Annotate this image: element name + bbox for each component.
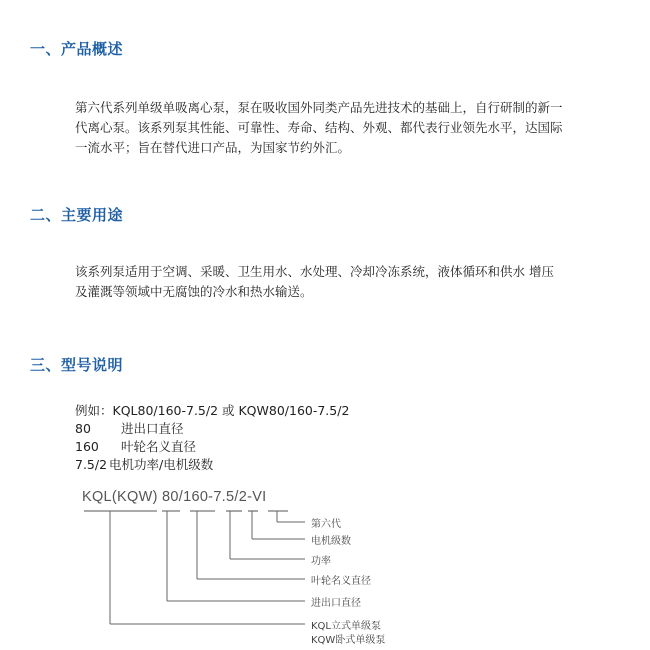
usage-line: 该系列泵适用于空调、采暖、卫生用水、水处理、冷却冷冻系统，液体循环和供水 增压 bbox=[75, 264, 554, 279]
label-kqw: KQW卧式单级泵 bbox=[311, 635, 386, 646]
label-gen: 第六代 bbox=[311, 519, 341, 530]
model-item-key: 160 bbox=[75, 439, 99, 454]
overview-line: 代离心泵。该系列泵其性能、可靠性、寿命、结构、外观、都代表行业领先水平，达国际 bbox=[75, 120, 563, 135]
model-item-key: 80 bbox=[75, 421, 91, 436]
label-poles: 电机级数 bbox=[311, 536, 351, 547]
label-inlet: 进出口直径 bbox=[311, 598, 361, 609]
label-impeller: 叶轮名义直径 bbox=[311, 576, 371, 587]
model-item-text: 叶轮名义直径 bbox=[121, 439, 197, 454]
overview-line: 第六代系列单级单吸离心泵，泵在吸收国外同类产品先进技术的基础上，自行研制的新一 bbox=[75, 100, 563, 115]
section-usage-title: 二、主要用途 bbox=[30, 206, 124, 224]
label-power: 功率 bbox=[311, 556, 331, 567]
section-overview-title: 一、产品概述 bbox=[30, 40, 124, 58]
label-kql: KQL立式单级泵 bbox=[311, 621, 381, 632]
overview-line: 一流水平；旨在替代进口产品，为国家节约外汇。 bbox=[75, 140, 351, 155]
model-item-text: 进出口直径 bbox=[121, 421, 184, 436]
usage-line: 及灌溉等领域中无腐蚀的冷水和热水输送。 bbox=[75, 284, 313, 299]
section-model-title: 三、型号说明 bbox=[30, 356, 124, 374]
model-example: 例如：KQL80/160-7.5/2 或 KQW80/160-7.5/2 bbox=[75, 403, 350, 418]
model-code: KQL(KQW) 80/160-7.5/2-VI bbox=[82, 489, 267, 505]
model-item-key: 7.5/2 bbox=[75, 457, 108, 472]
model-item-text: 电机功率/电机级数 bbox=[109, 457, 214, 472]
